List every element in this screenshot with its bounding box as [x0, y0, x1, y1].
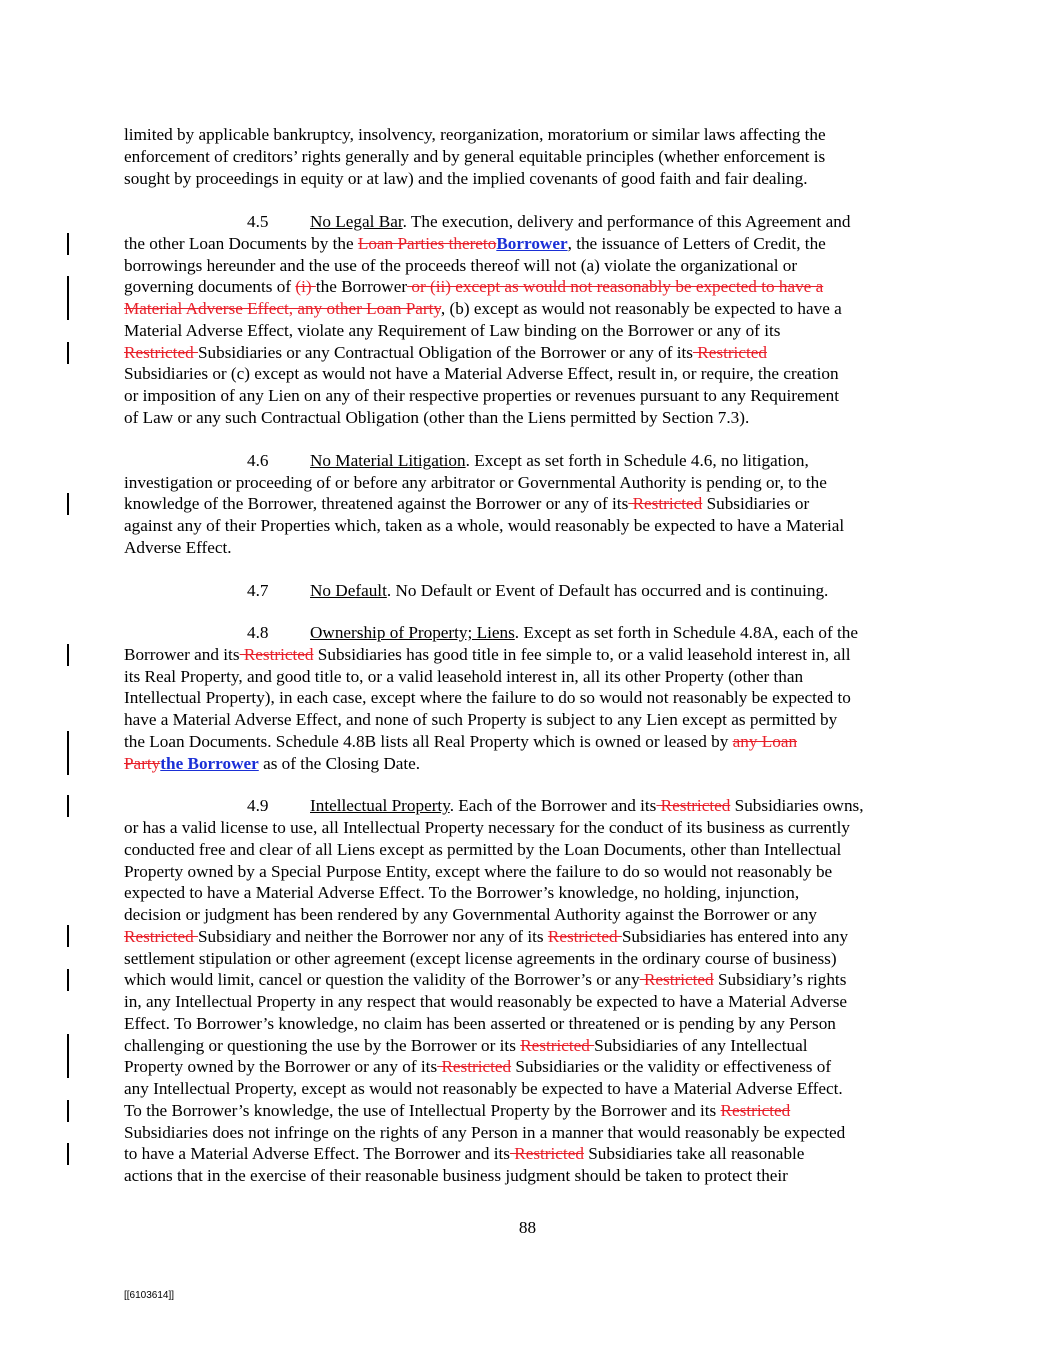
body-text-line: or imposition of any Lien on any of their respective properties or revenues pursuant to any Requirement	[124, 386, 839, 405]
body-text-line: enforcement of creditors’ rights generally and by general equitable principles (whether enforcement is	[124, 147, 826, 166]
inserted-text: the Borrower	[160, 754, 259, 773]
section-number: 4.8	[247, 623, 269, 642]
deleted-text: Restricted	[520, 1036, 595, 1055]
body-text-line: knowledge of the Borrower, threatened against the Borrower or any of its Restricted Subsidiaries or	[124, 494, 810, 513]
section-4-9-heading-line: 4.9 Intellectual Property. Each of the Borrower and its Restricted Subsidiaries owns,	[247, 796, 864, 815]
page-number: 88	[518, 1218, 537, 1237]
body-text-line: Material Adverse Effect, any other Loan Party, (b) except as would not reasonably be expected to have a	[124, 299, 842, 318]
body-text-line: To the Borrower’s knowledge, the use of Intellectual Property by the Borrower and its Restricted	[124, 1101, 791, 1120]
body-text-line: Material Adverse Effect, violate any Requirement of Law binding on the Borrower or any of its	[124, 321, 781, 340]
change-bar	[67, 969, 69, 991]
body-text-line: Restricted Subsidiary and neither the Borrower nor any of its Restricted Subsidiaries has entered into any	[124, 927, 849, 946]
body-text-line: in, any Intellectual Property in any respect that would reasonably be expected to have a Material Adverse	[124, 992, 848, 1011]
deleted-text: (i)	[295, 277, 316, 296]
body-text-line: of Law or any such Contractual Obligation (other than the Liens permitted by Section 7.3).	[124, 408, 750, 427]
change-bar	[67, 1034, 69, 1078]
section-4-6-heading-line	[247, 450, 809, 472]
section-number: 4.5	[247, 212, 269, 231]
body-text-line: sought by proceedings in equity or at law) and the implied covenants of good faith and fair dealing.	[124, 169, 808, 188]
deleted-text: Restricted	[547, 927, 622, 946]
section-4-5-heading-line	[247, 211, 850, 233]
change-bar	[67, 1143, 69, 1165]
change-bar	[67, 644, 69, 666]
body-text-line: Subsidiaries does not infringe on the rights of any Person in a manner that would reasonably be expected	[124, 1123, 846, 1142]
change-bar	[67, 493, 69, 515]
deleted-text: Restricted	[124, 343, 198, 362]
deleted-text: Restricted	[639, 970, 714, 989]
body-text-line: Borrower and its Restricted Subsidiaries has good title in fee simple to, or a valid leasehold interest in, all	[124, 645, 851, 664]
body-text-line: against any of their Properties which, taken as a whole, would reasonably be expected to have a Material	[124, 516, 845, 535]
body-text-line: which would limit, cancel or question the validity of the Borrower’s or any Restricted Subsidiary’s rights	[124, 970, 847, 989]
body-text: . No Default or Event of Default has occurred and is continuing.	[386, 581, 829, 600]
deleted-text: Restricted	[720, 1101, 791, 1120]
deleted-text: Restricted	[509, 1144, 584, 1163]
body-text-line: the other Loan Documents by the Loan Parties theretoBorrower, the issuance of Letters of Credit, the	[124, 234, 826, 253]
section-heading: No Default	[310, 581, 387, 600]
body-text-line: Property owned by the Borrower or any of its Restricted Subsidiaries or the validity or effectiveness of	[124, 1057, 832, 1076]
deleted-text: Party	[124, 754, 161, 773]
deleted-text: Restricted	[692, 343, 767, 362]
body-text-line: any Intellectual Property, except as would not reasonably be expected to have a Material Adverse Effect.	[124, 1079, 843, 1098]
section-number: 4.7	[247, 581, 269, 600]
deleted-text: Restricted	[628, 494, 703, 513]
document-id: [[6103614]]	[124, 1290, 175, 1301]
body-text-line: conducted free and clear of all Liens except as permitted by the Loan Documents, other than Intellectual	[124, 840, 842, 859]
body-text: . Except as set forth in Schedule 4.8A, each of the	[514, 623, 858, 642]
body-text: . Except as set forth in Schedule 4.6, no litigation,	[465, 451, 809, 470]
deleted-text: or (ii) except as would not reasonably be expected to have a	[407, 277, 824, 296]
deleted-text: any Loan	[732, 732, 798, 751]
body-text-line: Effect. To Borrower’s knowledge, no claim has been asserted or threatened or is pending by any Person	[124, 1014, 836, 1033]
body-text-line: the Loan Documents. Schedule 4.8B lists all Real Property which is owned or leased by any Loan	[124, 732, 798, 751]
change-bar	[67, 1100, 69, 1122]
body-text-line: governing documents of (i) the Borrower or (ii) except as would not reasonably be expected to have a	[124, 277, 824, 296]
deleted-text: Restricted	[437, 1057, 512, 1076]
body-text-line: Partythe Borrower as of the Closing Date.	[124, 754, 421, 773]
body-text-line: settlement stipulation or other agreement (except license agreements in the ordinary course of business)	[124, 949, 837, 968]
deleted-text: Loan Parties thereto	[357, 234, 497, 253]
deleted-text: Restricted	[656, 796, 731, 815]
body-text-line: challenging or questioning the use by the Borrower or its Restricted Subsidiaries of any Intellectual	[124, 1036, 808, 1055]
change-bar	[67, 233, 69, 255]
body-text-line: Restricted Subsidiaries or any Contractual Obligation of the Borrower or any of its Restricted	[124, 343, 767, 362]
change-bar	[67, 795, 69, 817]
body-text-line: its Real Property, and good title to, or a valid leasehold interest in, all its other Property (other than	[124, 667, 804, 686]
change-bar	[67, 731, 69, 775]
section-heading: No Material Litigation	[310, 451, 466, 470]
body-text: . The execution, delivery and performance of this Agreement and	[402, 212, 851, 231]
body-text-line: Property owned by a Special Purpose Entity, except where the failure to do so would not reasonably be	[124, 862, 833, 881]
section-4-8-heading-line	[247, 622, 858, 644]
body-text-line: actions that in the exercise of their reasonable business judgment should be taken to protect their	[124, 1166, 788, 1185]
deleted-text: Restricted	[124, 927, 198, 946]
body-text-line: investigation or proceeding of or before any arbitrator or Governmental Authority is pending or, to the	[124, 473, 827, 492]
section-number: 4.6	[247, 451, 269, 470]
deleted-text: Restricted	[239, 645, 314, 664]
section-4-7-heading-line	[247, 580, 828, 602]
body-text-line: or has a valid license to use, all Intellectual Property necessary for the conduct of its business as currently	[124, 818, 850, 837]
deleted-text: Material Adverse Effect, any other Loan Party	[124, 299, 441, 318]
body-text-line: to have a Material Adverse Effect. The Borrower and its Restricted Subsidiaries take all reasonable	[124, 1144, 805, 1163]
body-text-line: borrowings hereunder and the use of the proceeds thereof will not (a) violate the organizational or	[124, 256, 798, 275]
body-text-line: expected to have a Material Adverse Effect. To the Borrower’s knowledge, no holding, injunction,	[124, 883, 800, 902]
body-text-line: Intellectual Property), in each case, except where the failure to do so would not reasonably be expected to	[124, 688, 851, 707]
section-number: 4.9	[247, 796, 269, 815]
body-text-line: limited by applicable bankruptcy, insolvency, reorganization, moratorium or similar laws affecting the	[124, 125, 826, 144]
section-heading: Ownership of Property; Liens	[310, 623, 515, 642]
section-heading: No Legal Bar	[310, 212, 403, 231]
body-text-line: decision or judgment has been rendered by any Governmental Authority against the Borrower or any	[124, 905, 818, 924]
section-heading: Intellectual Property	[310, 796, 450, 815]
change-bar	[67, 925, 69, 947]
inserted-text: Borrower	[496, 234, 568, 253]
body-text-line: have a Material Adverse Effect, and none of such Property is subject to any Lien except as permitted by	[124, 710, 838, 729]
body-text-line: Adverse Effect.	[124, 538, 232, 557]
change-bar	[67, 342, 69, 364]
body-text-line: Subsidiaries or (c) except as would not have a Material Adverse Effect, result in, or require, the creation	[124, 364, 839, 383]
change-bar	[67, 276, 69, 320]
